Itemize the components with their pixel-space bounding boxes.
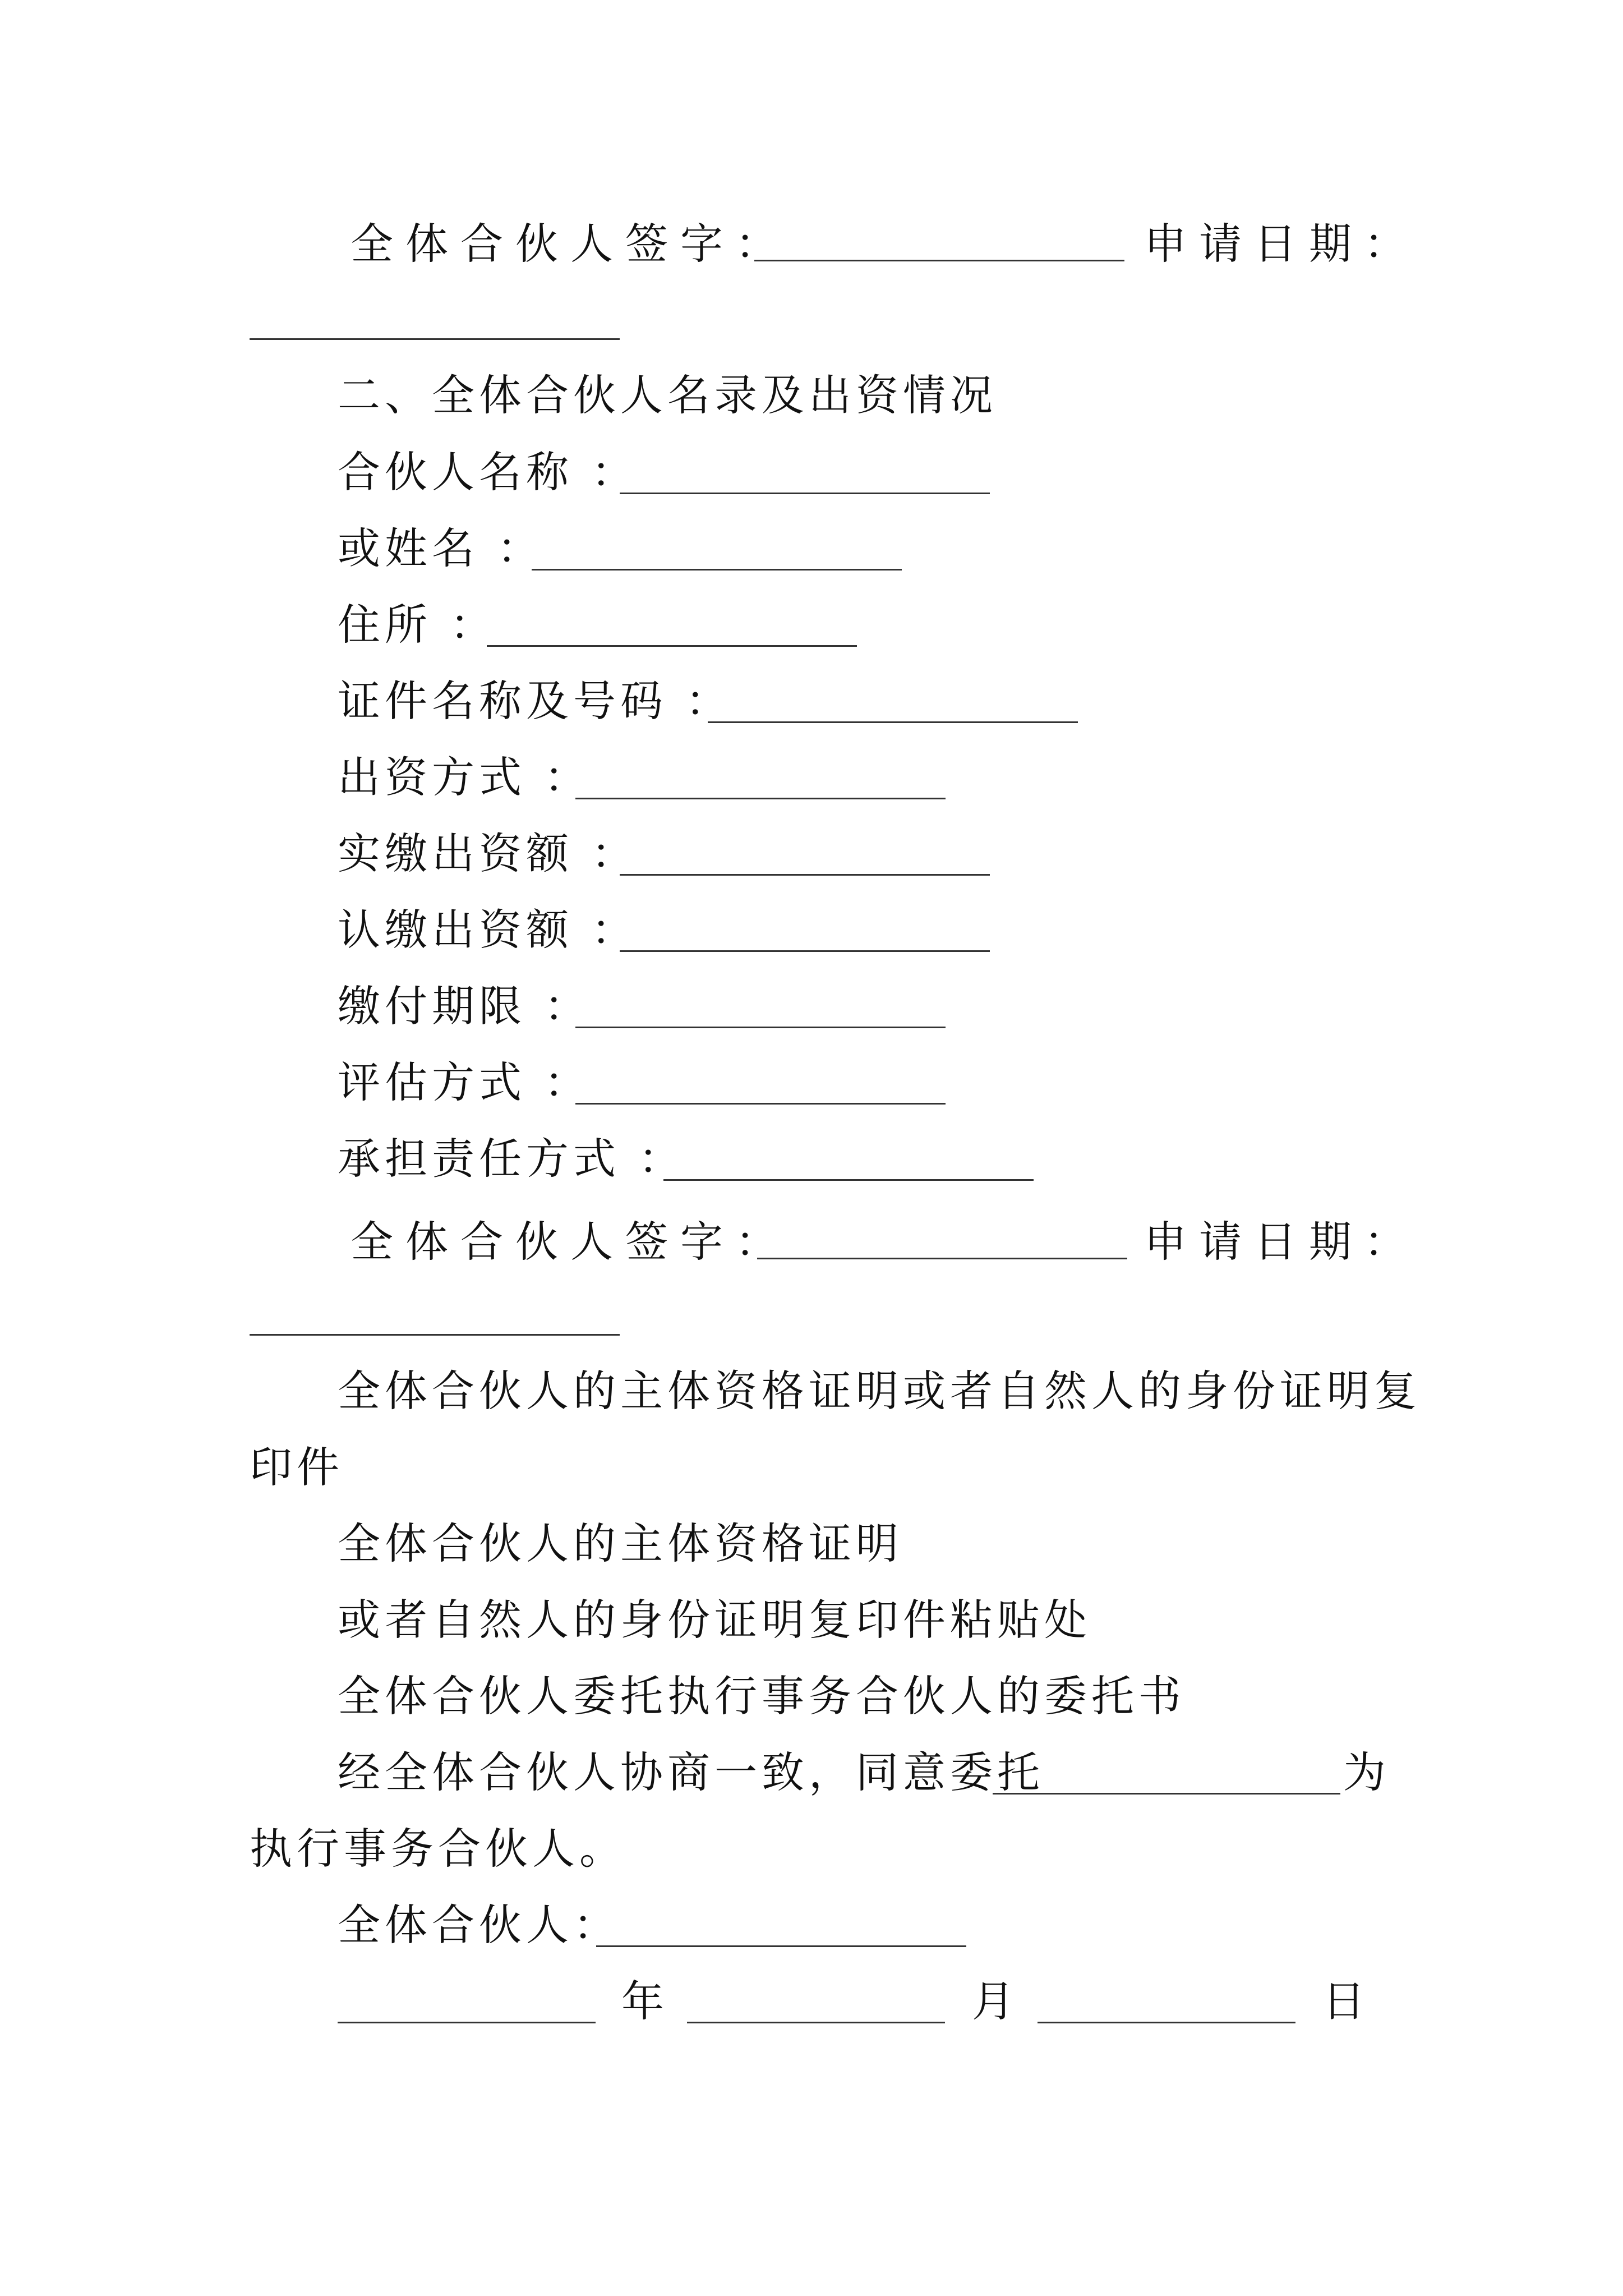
field-subscribed-amount-blank[interactable] [620,950,990,952]
date-year-label: 年 [621,1976,668,2026]
entrust-body-prefix: 经全体合伙人协商一致，同意委托 [338,1747,1044,1797]
sig1-signature-blank[interactable] [754,260,1124,261]
date-month-blank[interactable] [687,2022,945,2023]
copy-para-line1: 全体合伙人的主体资格证明或者自然人的身份证明复 [338,1366,1421,1416]
field-liability-method-label: 承担责任方式 ： [338,1134,686,1184]
sig1-date-blank[interactable] [250,338,620,340]
entrust-body-line2: 执行事务合伙人。 [250,1824,626,1874]
sig2-label: 全体合伙人签字： [351,1217,790,1267]
sig2-date-blank[interactable] [250,1334,620,1336]
sig2-signature-blank[interactable] [757,1258,1127,1259]
entrust-partners-blank[interactable] [596,1945,966,1947]
field-address-blank[interactable] [487,645,857,647]
paste-area-line1: 全体合伙人的主体资格证明 [338,1519,903,1568]
field-payment-deadline-blank[interactable] [575,1027,946,1028]
field-valuation-method-blank[interactable] [575,1103,946,1105]
field-liability-method-blank[interactable] [663,1179,1034,1181]
section2-heading: 二、全体合伙人名录及出资情况 [338,370,997,420]
sig1-label: 全体合伙人签字： [351,219,790,269]
field-subscribed-amount-label: 认缴出资额 ： [338,905,639,955]
date-day-label: 日 [1322,1976,1370,2026]
field-id-doc-label: 证件名称及号码 ： [338,676,733,726]
copy-para-line2: 印件 [250,1442,344,1492]
field-valuation-method-label: 评估方式 ： [338,1057,592,1107]
field-id-doc-blank[interactable] [708,721,1078,723]
field-payment-deadline-label: 缴付期限 ： [338,981,592,1031]
field-partner-name-blank[interactable] [620,493,990,494]
field-address-label: 住所 ： [338,600,497,650]
field-paid-amount-blank[interactable] [620,874,990,876]
entrust-body-suffix: 为 [1343,1747,1390,1797]
field-partner-name-label: 合伙人名称 ： [338,447,639,497]
date-day-blank[interactable] [1038,2022,1295,2023]
entrust-heading: 全体合伙人委托执行事务合伙人的委托书 [338,1671,1186,1721]
date-year-blank[interactable] [338,2022,596,2023]
sig1-date-label: 申请日期： [1144,219,1419,269]
entrust-partners-label: 全体合伙人： [338,1900,620,1950]
field-paid-amount-label: 实缴出资额 ： [338,829,639,878]
field-contribution-method-label: 出资方式 ： [338,752,592,802]
field-or-name-label: 或姓名 ： [338,523,545,573]
entrust-partner-blank[interactable] [993,1793,1340,1795]
field-contribution-method-blank[interactable] [575,798,946,799]
field-or-name-blank[interactable] [532,569,902,570]
sig2-date-label: 申请日期： [1144,1217,1419,1267]
date-month-label: 月 [972,1976,1019,2026]
paste-area-line2: 或者自然人的身份证明复印件粘贴处 [338,1595,1091,1645]
